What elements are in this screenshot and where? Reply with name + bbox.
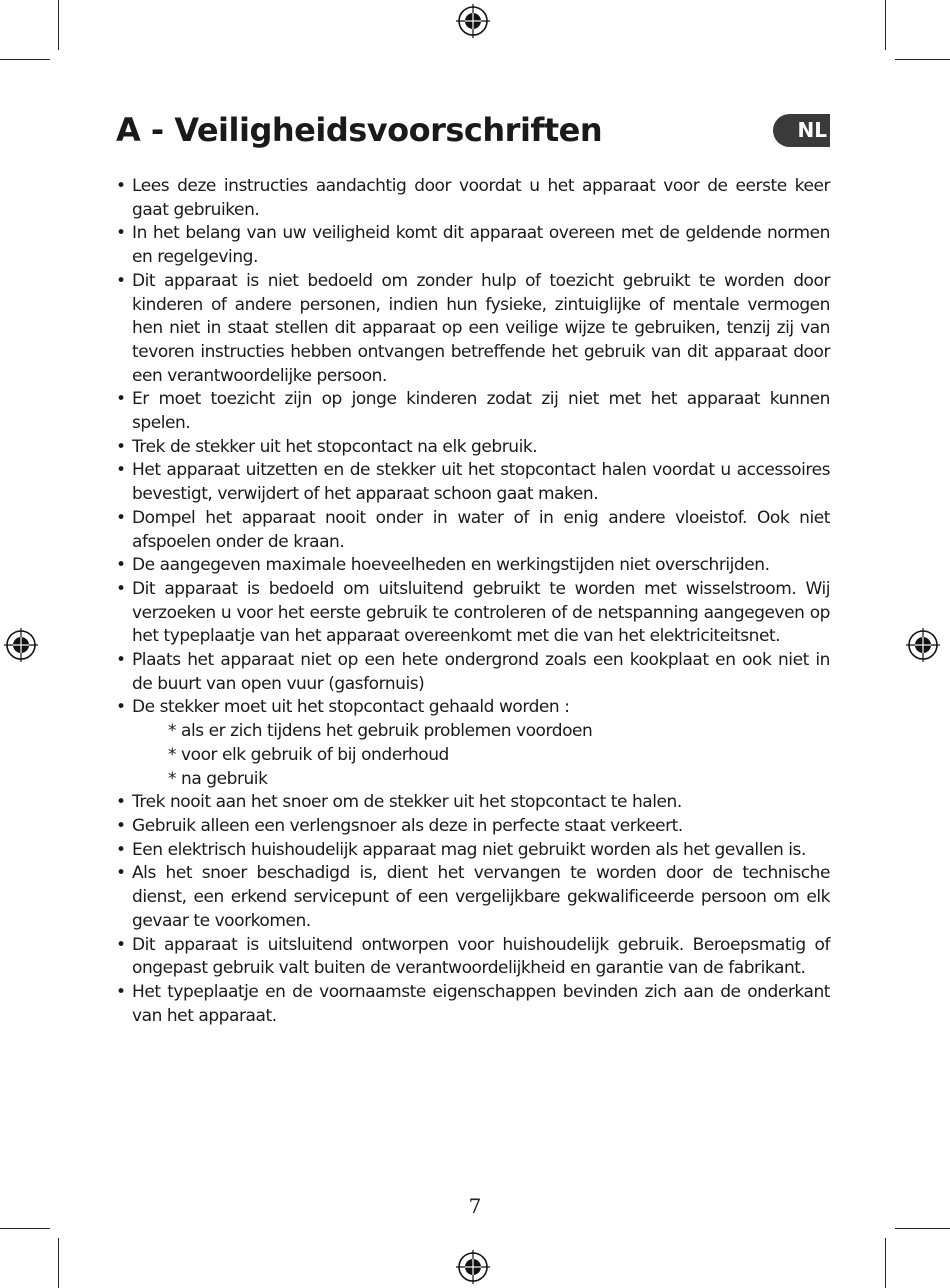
crop-mark-top-right-horizontal: [895, 59, 950, 60]
list-item-text: Plaats het apparaat niet op een hete ondergrond zoals een kookplaat en ook niet in de buurt van open vuur (gasfornuis): [132, 650, 830, 694]
list-item-text: Trek de stekker uit het stopcontact na elk gebruik.: [132, 436, 538, 457]
sub-list-item: * als er zich tijdens het gebruik problemen voordoen: [168, 721, 593, 742]
list-item: [116, 934, 830, 981]
crop-mark-bottom-left-horizontal: [0, 1228, 50, 1229]
list-item: [116, 436, 830, 460]
crop-mark-bottom-left-vertical: [58, 1238, 59, 1288]
crop-mark-top-right-vertical: [885, 0, 886, 50]
language-badge: NL: [773, 114, 830, 147]
list-item-text: Het apparaat uitzetten en de stekker uit het stopcontact halen voordat u accessoires bevestigt, verwijdert of het apparaat schoon gaat maken.: [132, 460, 830, 505]
list-item: [116, 649, 830, 696]
list-item: [116, 696, 830, 791]
crop-mark-bottom-right-vertical: [885, 1238, 886, 1288]
crop-mark-bottom-right-horizontal: [895, 1228, 950, 1229]
list-item-text: Trek nooit aan het snoer om de stekker uit het stopcontact te halen.: [132, 792, 682, 813]
list-item: [116, 791, 830, 815]
list-item: [116, 222, 830, 269]
registration-target-icon: [456, 1250, 490, 1284]
safety-instructions-list: [116, 175, 830, 1028]
list-item-text: Er moet toezicht zijn op jonge kinderen zodat zij niet met het apparaat kunnen spelen.: [132, 389, 830, 434]
list-item-text: In het belang van uw veiligheid komt dit apparaat overeen met de geldende normen en regelgeving.: [132, 223, 830, 268]
list-item-text: De stekker moet uit het stopcontact gehaald worden :: [132, 697, 570, 718]
crop-mark-top-left-horizontal: [0, 59, 50, 60]
list-item: [116, 815, 830, 839]
list-item: [116, 862, 830, 933]
registration-target-icon: [456, 4, 490, 38]
list-item-text: Dit apparaat is bedoeld om uitsluitend gebruikt te worden met wisselstroom. Wij verzoeken u voor het eerste gebruik te controleren of de netspanning aangegeven op het typeplaatje van het apparaat overeenkomt met die van het elektriciteitsnet.: [132, 578, 830, 647]
registration-target-icon: [4, 628, 38, 662]
list-item: [116, 981, 830, 1028]
list-item-text: Als het snoer beschadigd is, dient het vervangen te worden door de technische dienst, een erkend servicepunt of een vergelijkbare gekwalificeerde persoon om elk gevaar te voorkomen.: [132, 863, 830, 931]
list-item-text: Gebruik alleen een verlengsnoer als deze in perfecte staat verkeert.: [132, 815, 683, 836]
sub-list: [132, 720, 830, 791]
list-item: [116, 459, 830, 506]
list-item-text: Dompel het apparaat nooit onder in water of in enig andere vloeistof. Ook niet afspoelen onder de kraan.: [132, 507, 830, 552]
page-title: A - Veiligheidsvoorschriften: [116, 111, 603, 149]
list-item-text: Dit apparaat is niet bedoeld om zonder hulp of toezicht gebruikt te worden door kinderen of andere personen, indien hun fysieke, zintuiglijke of mentale vermogen hen niet in staat stellen dit apparaat op een veilige wijze te gebruiken, tenzij zij van tevoren instructies hebben ontvangen betreffende het gebruik van dit apparaat door een verantwoordelijke persoon.: [132, 270, 830, 386]
list-item: [116, 175, 830, 222]
list-item-text: Lees deze instructies aandachtig door voordat u het apparaat voor de eerste keer gaat gebruiken.: [132, 176, 830, 220]
list-item: [116, 270, 830, 389]
list-item: [116, 388, 830, 435]
sub-list-item: * voor elk gebruik of bij onderhoud: [168, 744, 449, 765]
list-item: [116, 554, 830, 578]
list-item-text: Een elektrisch huishoudelijk apparaat mag niet gebruikt worden als het gevallen is.: [132, 839, 806, 860]
list-item: [116, 507, 830, 554]
crop-mark-top-left-vertical: [58, 0, 59, 50]
list-item: [116, 578, 830, 649]
list-item-text: Dit apparaat is uitsluitend ontworpen voor huishoudelijk gebruik. Beroepsmatig of ongepast gebruik valt buiten de verantwoordelijkheid en garantie van de fabrikant.: [132, 934, 830, 979]
list-item-text: Het typeplaatje en de voornaamste eigenschappen bevinden zich aan de onderkant van het apparaat.: [132, 981, 830, 1026]
page-number: 7: [468, 1194, 482, 1218]
sub-list-item: * na gebruik: [168, 768, 268, 789]
registration-target-icon: [906, 628, 940, 662]
list-item: [116, 839, 830, 863]
list-item-text: De aangegeven maximale hoeveelheden en werkingstijden niet overschrijden.: [132, 555, 770, 576]
